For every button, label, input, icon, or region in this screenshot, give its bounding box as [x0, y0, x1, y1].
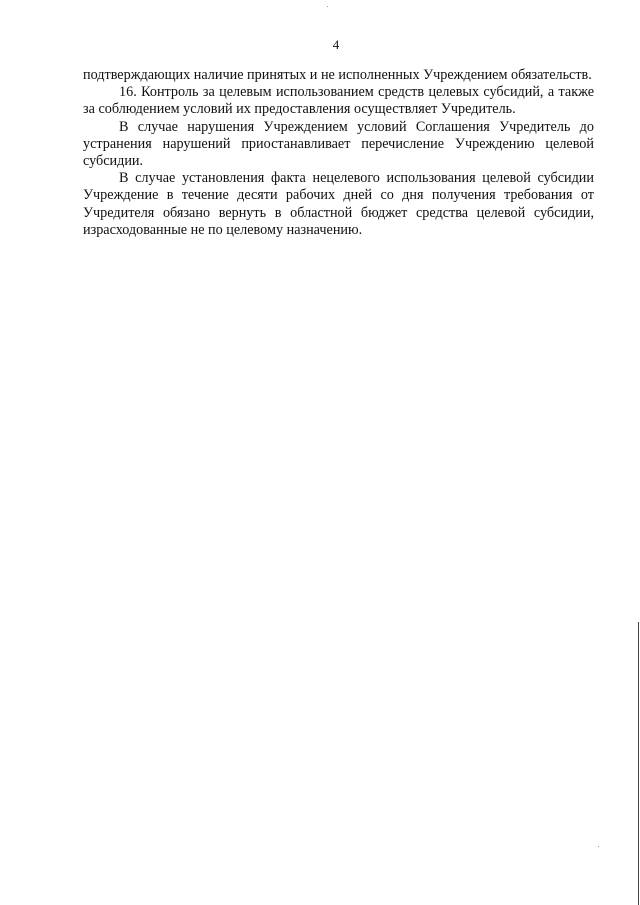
scan-dust-mark [598, 846, 599, 847]
paragraph-violation-suspension: В случае нарушения Учреждением условий Соглашения Учредитель до устранения нарушений приостанавливает перечисление Учреждению целевой субсидии. [83, 118, 594, 170]
scan-dust-mark [327, 6, 328, 7]
document-body [83, 67, 594, 239]
page-number: 4 [332, 37, 340, 52]
paragraph-continuation: подтверждающих наличие принятых и не исполненных Учреждением обязательств. [83, 67, 592, 83]
paragraph-misuse-refund: В случае установления факта нецелевого использования целевой субсидии Учреждение в течение десяти рабочих дней со дня получения требования от Учредителя обязано вернуть в областной бюджет средства целевой субсидии, израсходованные не по целевому назначению. [83, 170, 594, 238]
paragraph-16-control: 16. Контроль за целевым использованием средств целевых субсидий, а также за соблюдением условий их предоставления осуществляет Учредитель. [83, 84, 594, 118]
scan-edge-line [638, 622, 639, 905]
